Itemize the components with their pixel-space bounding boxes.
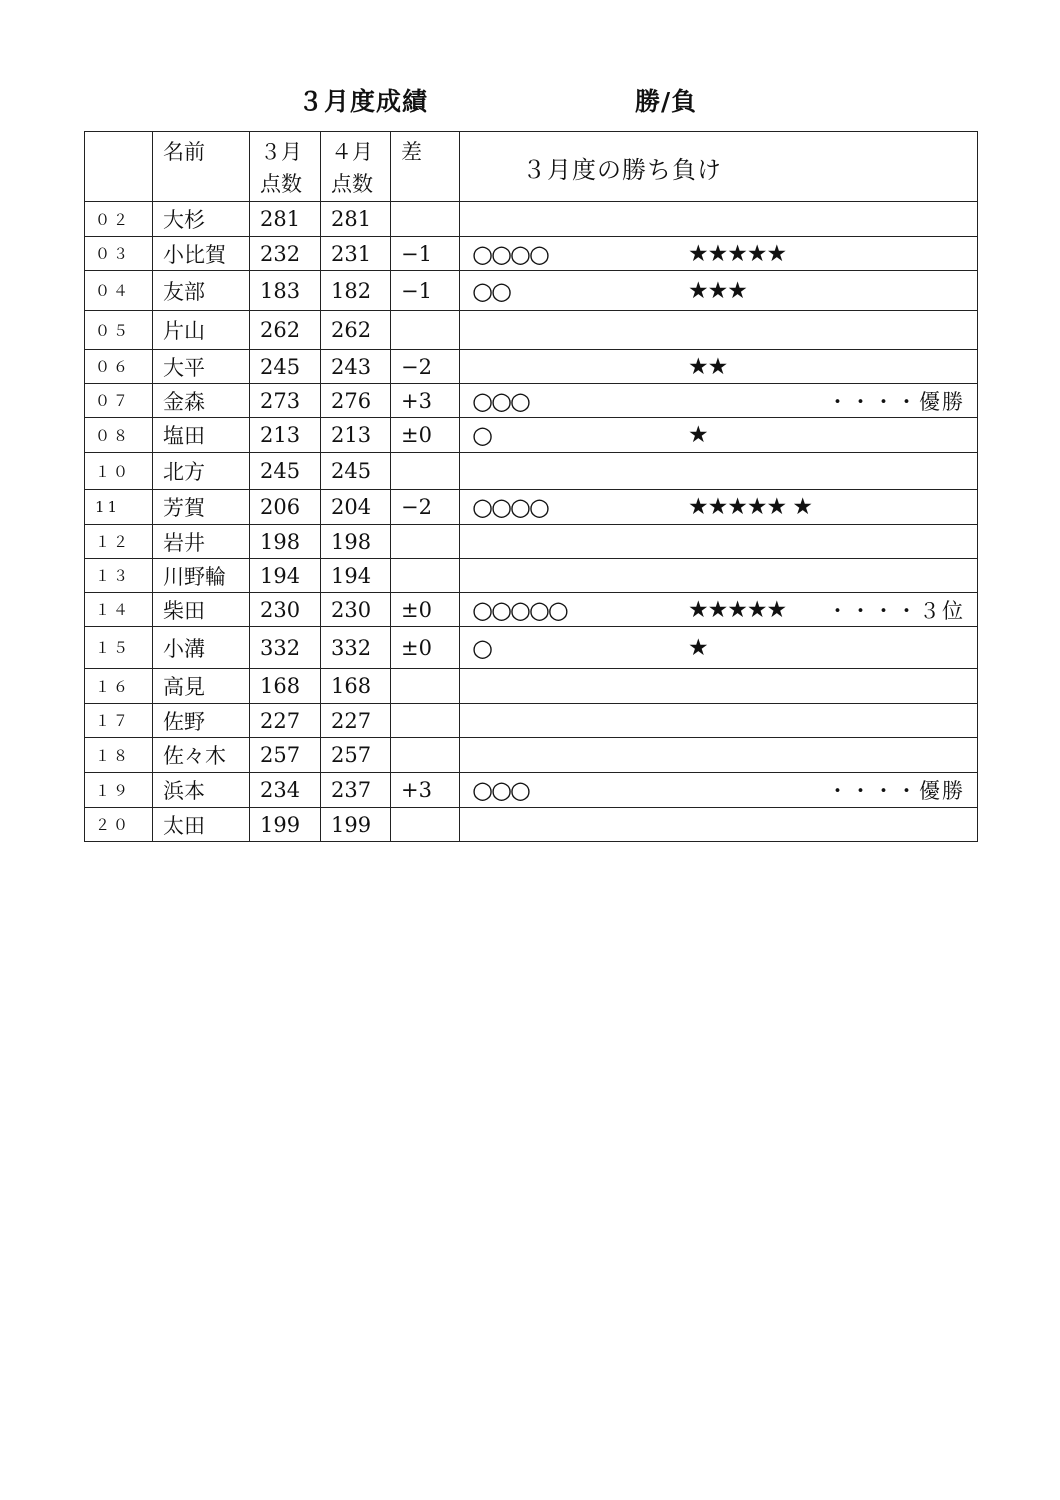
row-diff: −2 [391, 490, 460, 525]
row-result [460, 773, 978, 808]
table-row [85, 202, 978, 237]
row-result [460, 669, 978, 704]
win-circles: ○○○ [472, 776, 529, 804]
row-march-score: 194 [250, 559, 321, 593]
header-row [85, 132, 978, 202]
table-row [85, 271, 978, 311]
table-row [85, 525, 978, 559]
win-circles: ○ [472, 421, 491, 449]
row-april-score: 168 [321, 669, 391, 704]
row-id: １２ [85, 525, 153, 559]
table-row [85, 350, 978, 384]
row-result [460, 271, 978, 311]
row-id: １７ [85, 704, 153, 738]
row-result [460, 453, 978, 490]
row-name: 塩田 [153, 418, 250, 453]
row-march-score: 213 [250, 418, 321, 453]
row-name: 川野輪 [153, 559, 250, 593]
row-april-score: 204 [321, 490, 391, 525]
row-diff: +3 [391, 384, 460, 418]
row-diff [391, 704, 460, 738]
row-diff: −2 [391, 350, 460, 384]
row-april-score: 276 [321, 384, 391, 418]
win-circles: ○○○○○ [472, 595, 567, 624]
row-name: 北方 [153, 453, 250, 490]
win-circles: ○○○○ [472, 239, 548, 268]
table-row [85, 808, 978, 842]
row-result [460, 350, 978, 384]
row-diff [391, 738, 460, 773]
row-april-score: 332 [321, 627, 391, 669]
row-diff: −1 [391, 271, 460, 311]
loss-stars: ★★★★★ [688, 596, 787, 623]
row-result [460, 490, 978, 525]
table-row [85, 773, 978, 808]
row-name: 高見 [153, 669, 250, 704]
row-march-score: 206 [250, 490, 321, 525]
header-name-label: 名前 [163, 140, 205, 164]
win-circles: ○○○○ [472, 493, 548, 521]
row-result [460, 593, 978, 627]
row-april-score: 245 [321, 453, 391, 490]
row-id: ０４ [85, 271, 153, 311]
row-name: 小溝 [153, 627, 250, 669]
row-april-score: 198 [321, 525, 391, 559]
row-name: 太田 [153, 808, 250, 842]
row-id: １４ [85, 593, 153, 627]
header-diff [391, 132, 460, 202]
header-march-score [250, 132, 321, 202]
row-name: 金森 [153, 384, 250, 418]
row-id: ０３ [85, 237, 153, 271]
row-result [460, 418, 978, 453]
row-id: ０２ [85, 202, 153, 237]
row-april-score: 281 [321, 202, 391, 237]
win-circles: ○ [472, 633, 491, 662]
row-diff [391, 202, 460, 237]
row-name: 大平 [153, 350, 250, 384]
row-diff: ±0 [391, 418, 460, 453]
row-diff: ±0 [391, 593, 460, 627]
row-march-score: 245 [250, 453, 321, 490]
table-row [85, 418, 978, 453]
row-diff [391, 559, 460, 593]
result-note: ・・・・３位 [827, 598, 965, 623]
row-april-score: 257 [321, 738, 391, 773]
table-row [85, 627, 978, 669]
row-april-score: 262 [321, 311, 391, 350]
table-row [85, 311, 978, 350]
row-result [460, 311, 978, 350]
row-id: ２０ [85, 808, 153, 842]
win-loss-title: 勝/負 [635, 87, 698, 116]
row-diff [391, 525, 460, 559]
loss-stars: ★ [688, 634, 708, 661]
row-march-score: 262 [250, 311, 321, 350]
row-name: 片山 [153, 311, 250, 350]
row-march-score: 245 [250, 350, 321, 384]
header-april-sub: 点数 [331, 172, 373, 196]
row-march-score: 168 [250, 669, 321, 704]
loss-stars: ★★★★★ ★ [688, 494, 813, 520]
row-result [460, 202, 978, 237]
row-diff: +3 [391, 773, 460, 808]
row-id: ０７ [85, 384, 153, 418]
row-april-score: 194 [321, 559, 391, 593]
row-march-score: 281 [250, 202, 321, 237]
row-march-score: 234 [250, 773, 321, 808]
row-result [460, 384, 978, 418]
row-april-score: 182 [321, 271, 391, 311]
header-march-sub: 点数 [260, 172, 302, 196]
row-diff [391, 808, 460, 842]
loss-stars: ★ [688, 422, 708, 448]
row-id: ０８ [85, 418, 153, 453]
row-april-score: 227 [321, 704, 391, 738]
row-name: 佐々木 [153, 738, 250, 773]
row-id: １５ [85, 627, 153, 669]
table-row [85, 593, 978, 627]
row-diff [391, 453, 460, 490]
row-result [460, 237, 978, 271]
loss-stars: ★★★ [688, 277, 747, 304]
row-result [460, 525, 978, 559]
row-name: 浜本 [153, 773, 250, 808]
row-diff: ±0 [391, 627, 460, 669]
row-march-score: 232 [250, 237, 321, 271]
row-result [460, 559, 978, 593]
row-diff [391, 669, 460, 704]
row-april-score: 230 [321, 593, 391, 627]
row-name: 岩井 [153, 525, 250, 559]
row-id: ０５ [85, 311, 153, 350]
row-march-score: 198 [250, 525, 321, 559]
row-result [460, 627, 978, 669]
row-result [460, 738, 978, 773]
win-circles: ○○○ [472, 386, 529, 415]
row-id: １６ [85, 669, 153, 704]
row-march-score: 227 [250, 704, 321, 738]
row-march-score: 230 [250, 593, 321, 627]
row-name: 芳賀 [153, 490, 250, 525]
row-result [460, 704, 978, 738]
row-april-score: 199 [321, 808, 391, 842]
row-april-score: 243 [321, 350, 391, 384]
win-circles: ○○ [472, 276, 510, 305]
table-row [85, 669, 978, 704]
row-april-score: 213 [321, 418, 391, 453]
row-march-score: 199 [250, 808, 321, 842]
row-april-score: 237 [321, 773, 391, 808]
result-note: ・・・・優勝 [827, 389, 965, 414]
header-april-label: ４月 [331, 140, 373, 164]
row-march-score: 183 [250, 271, 321, 311]
row-id: １０ [85, 453, 153, 490]
header-diff-label: 差 [401, 140, 422, 164]
table-row [85, 490, 978, 525]
row-diff: −1 [391, 237, 460, 271]
row-id: １９ [85, 773, 153, 808]
header-april-score [321, 132, 391, 202]
table-row [85, 237, 978, 271]
table-row [85, 559, 978, 593]
loss-stars: ★★★★★ [688, 240, 787, 267]
row-april-score: 231 [321, 237, 391, 271]
table-row [85, 738, 978, 773]
header-result [460, 132, 978, 202]
row-march-score: 273 [250, 384, 321, 418]
row-id: １８ [85, 738, 153, 773]
row-name: 柴田 [153, 593, 250, 627]
row-name: 大杉 [153, 202, 250, 237]
row-id: ０６ [85, 350, 153, 384]
score-table [84, 131, 978, 842]
row-name: 小比賀 [153, 237, 250, 271]
header-name [153, 132, 250, 202]
row-result [460, 808, 978, 842]
table-row [85, 453, 978, 490]
row-name: 佐野 [153, 704, 250, 738]
page-title: ３月度成績 [298, 87, 429, 116]
row-march-score: 257 [250, 738, 321, 773]
table-row [85, 704, 978, 738]
loss-stars: ★★ [688, 353, 728, 380]
row-name: 友部 [153, 271, 250, 311]
row-diff [391, 311, 460, 350]
result-note: ・・・・優勝 [827, 779, 965, 803]
row-id: 11 [85, 490, 153, 525]
header-id [85, 132, 153, 202]
header-result-label: ３月度の勝ち負け [522, 156, 722, 184]
header-march-label: ３月 [260, 140, 302, 164]
table-row [85, 384, 978, 418]
row-id: １３ [85, 559, 153, 593]
row-march-score: 332 [250, 627, 321, 669]
